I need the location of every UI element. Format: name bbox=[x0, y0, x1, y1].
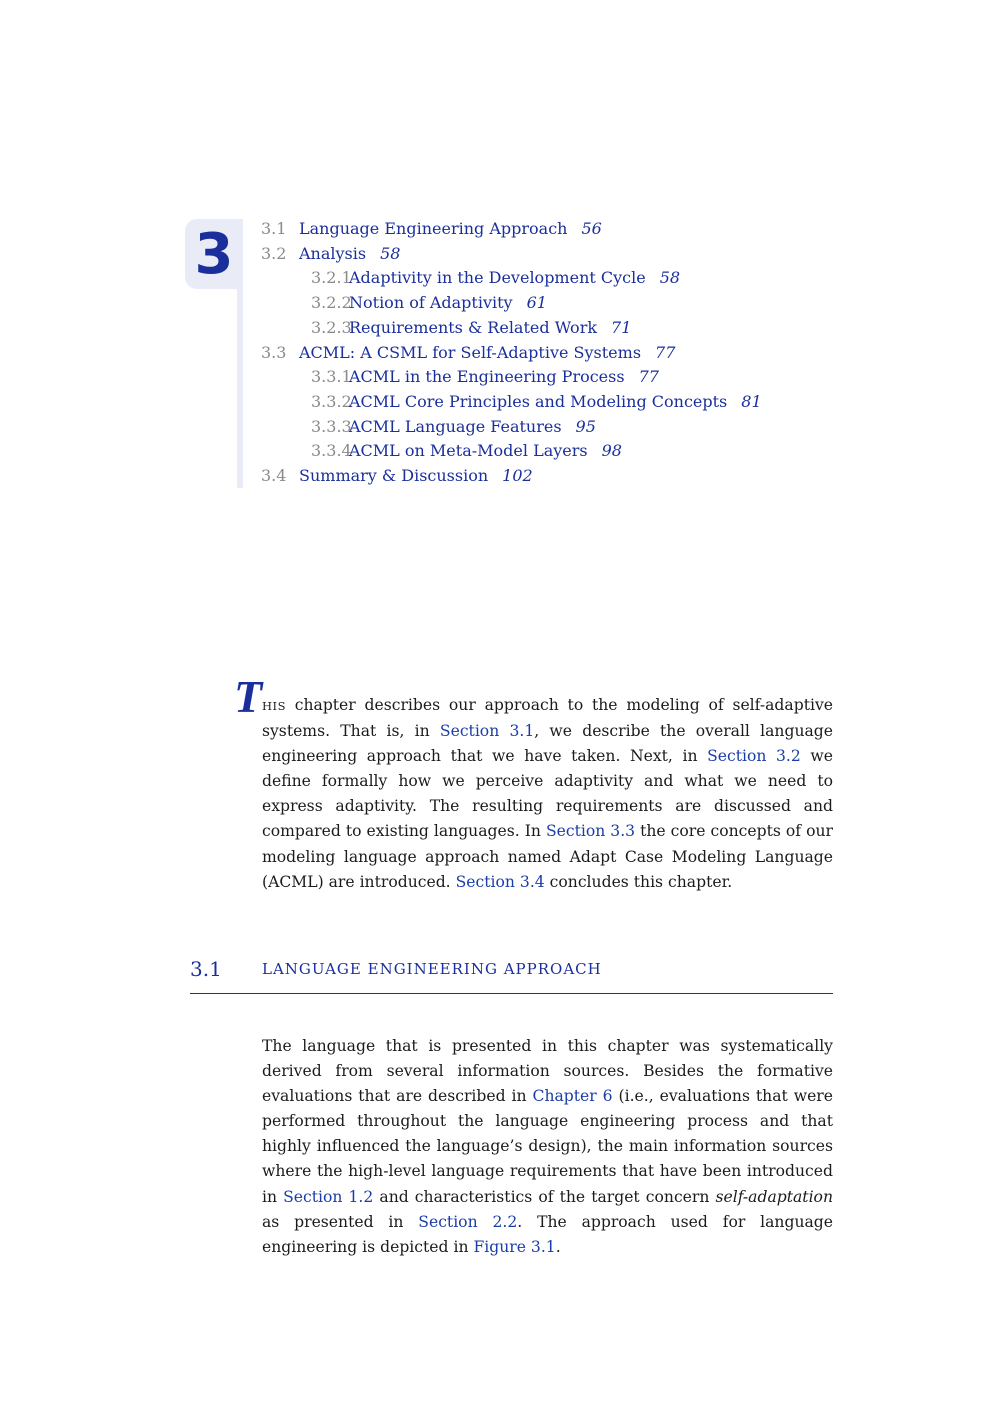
intro-text: concludes this chapter. bbox=[544, 872, 733, 891]
toc-entry-title[interactable]: ACML: A CSML for Self-Adaptive Systems bbox=[299, 342, 642, 362]
link-chapter-6[interactable]: Chapter 6 bbox=[532, 1087, 613, 1106]
toc-entry-title[interactable]: ACML Core Principles and Modeling Concepts bbox=[349, 391, 728, 411]
toc-entry-title[interactable]: ACML in the Engineering Process bbox=[349, 367, 625, 387]
emphasis-term: self-adaptation bbox=[715, 1187, 833, 1206]
toc-entry-page[interactable]: 81 bbox=[741, 391, 762, 411]
body-text: . bbox=[555, 1237, 561, 1256]
toc-entry-page[interactable]: 61 bbox=[526, 293, 547, 313]
toc-entry[interactable] bbox=[311, 367, 659, 391]
toc-entry-number: 3.2.3 bbox=[311, 317, 352, 337]
toc-entry[interactable] bbox=[261, 244, 400, 268]
toc-entry[interactable] bbox=[311, 441, 622, 465]
intro-text: , we describe the overall language engineering approach that we have taken. Next, in bbox=[262, 722, 833, 766]
section-title: LANGUAGE ENGINEERING APPROACH bbox=[262, 960, 602, 978]
toc-entry-page[interactable]: 98 bbox=[601, 441, 622, 461]
toc-entry[interactable] bbox=[311, 318, 631, 342]
smallcaps-word: HIS bbox=[262, 699, 286, 713]
chapter-badge bbox=[185, 219, 243, 289]
section-number: 3.1 bbox=[190, 957, 222, 981]
toc-entry[interactable] bbox=[311, 268, 680, 292]
link-figure-3-1[interactable]: Figure 3.1 bbox=[473, 1237, 556, 1256]
toc-entry-title[interactable]: Adaptivity in the Development Cycle bbox=[349, 268, 646, 288]
intro-text: the core concepts of our modeling language approach named Adapt Case Modeling Language (ACML) are introduced. bbox=[262, 822, 833, 891]
toc-entry[interactable] bbox=[311, 417, 596, 441]
toc-entry-title[interactable]: Analysis bbox=[299, 243, 367, 263]
toc-entry-page[interactable]: 95 bbox=[575, 416, 596, 436]
body-text: The language that is presented in this chapter was systematically derived from several information sources. Besides the formative evaluations that are described in bbox=[262, 1037, 833, 1106]
body-text: and characteristics of the target concern bbox=[373, 1187, 716, 1206]
toc-entry-page[interactable]: 58 bbox=[659, 268, 681, 288]
intro-paragraph bbox=[262, 693, 833, 895]
toc-entry-number: 3.1 bbox=[261, 219, 287, 238]
toc-entry-number: 3.3.1 bbox=[311, 367, 352, 387]
toc-entry-title[interactable]: ACML on Meta-Model Layers bbox=[349, 441, 588, 461]
toc-entry-title[interactable]: Summary & Discussion bbox=[299, 466, 489, 485]
chapter-number: 3 bbox=[194, 222, 234, 287]
toc-entry-page[interactable]: 58 bbox=[380, 243, 401, 263]
link-section-3-4[interactable]: Section 3.4 bbox=[455, 872, 545, 891]
toc-entry-title[interactable]: Requirements & Related Work bbox=[349, 317, 598, 337]
toc-entry-number: 3.2.1 bbox=[311, 268, 352, 288]
body-text: . The approach used for language engineering is depicted in bbox=[262, 1212, 834, 1256]
link-section-2-2[interactable]: Section 2.2 bbox=[418, 1212, 518, 1231]
body-paragraph bbox=[262, 1034, 833, 1260]
intro-text: chapter describes our approach to the modeling of self-adaptive systems. That is, in bbox=[262, 696, 833, 741]
toc-entry[interactable] bbox=[261, 343, 675, 367]
toc-entry-number: 3.4 bbox=[261, 466, 287, 485]
toc-entry-number: 3.2 bbox=[261, 243, 287, 263]
toc-entry-page[interactable]: 56 bbox=[581, 219, 602, 238]
section-heading bbox=[190, 957, 833, 994]
toc-entry-page[interactable]: 77 bbox=[638, 367, 659, 387]
link-section-3-1[interactable]: Section 3.1 bbox=[439, 722, 535, 741]
toc-entry-page[interactable]: 77 bbox=[655, 342, 676, 362]
toc-entry-number: 3.3.4 bbox=[311, 441, 352, 461]
link-section-3-3[interactable]: Section 3.3 bbox=[545, 822, 636, 841]
toc-entry-title[interactable]: Notion of Adaptivity bbox=[349, 293, 513, 313]
toc-entry[interactable] bbox=[311, 293, 547, 317]
toc-entry-number: 3.3.3 bbox=[311, 416, 352, 436]
toc-entry-number: 3.3 bbox=[261, 342, 287, 362]
toc-entry[interactable] bbox=[261, 466, 533, 490]
toc-entry-title[interactable]: Language Engineering Approach bbox=[299, 219, 568, 238]
toc-entry[interactable] bbox=[261, 219, 602, 243]
toc-entry-number: 3.2.2 bbox=[311, 293, 352, 313]
toc-entry-page[interactable]: 71 bbox=[611, 317, 632, 337]
link-section-1-2[interactable]: Section 1.2 bbox=[283, 1187, 374, 1206]
toc-entry[interactable] bbox=[311, 392, 762, 416]
toc-entry-title[interactable]: ACML Language Features bbox=[349, 416, 562, 436]
link-section-3-2[interactable]: Section 3.2 bbox=[707, 747, 801, 766]
intro-text: we define formally how we perceive adaptivity and what we need to express adaptivity. The resulting requirements are discussed and compared to existing languages. In bbox=[262, 747, 833, 841]
dropcap: T bbox=[234, 671, 263, 722]
toc-entry-number: 3.3.2 bbox=[311, 391, 352, 411]
body-text: (i.e., evaluations that were performed throughout the language engineering process and that highly influenced the language’s design), the main information sources where the high-level language requirements that have been introduced in bbox=[262, 1087, 833, 1206]
toc-entry-page[interactable]: 102 bbox=[502, 466, 533, 485]
body-text: as presented in bbox=[262, 1212, 419, 1231]
